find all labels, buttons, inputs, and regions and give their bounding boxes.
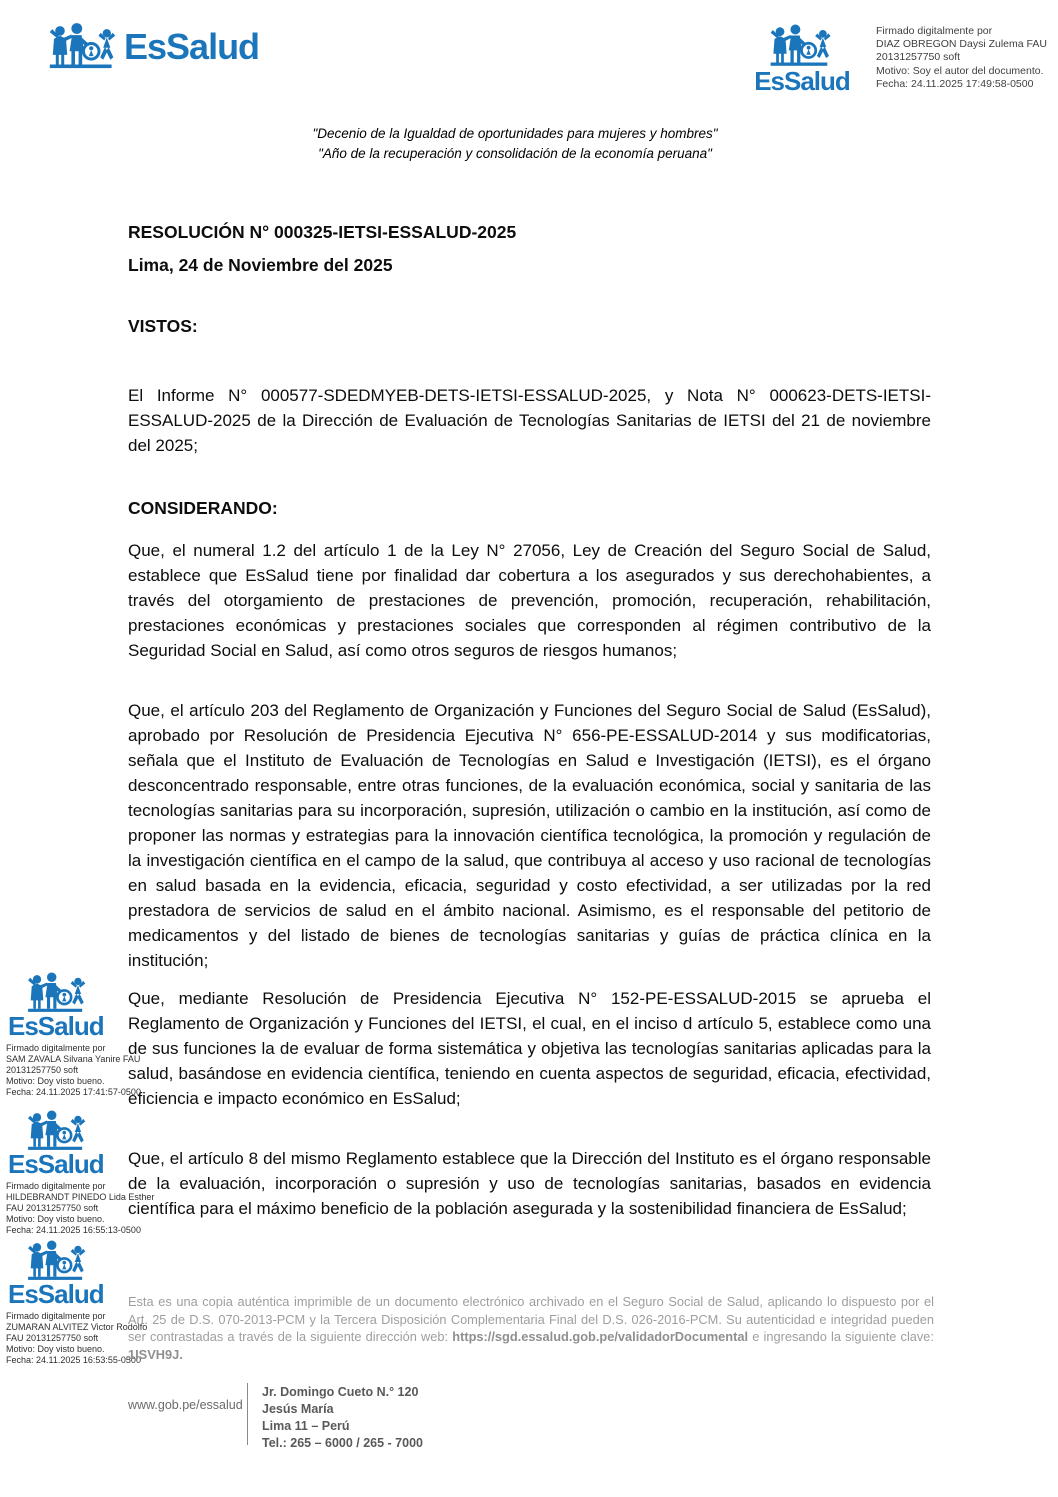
- signature-line: Motivo: Doy visto bueno.: [6, 1214, 105, 1224]
- essalud-family-icon: [26, 972, 90, 1014]
- quote-line-1: "Decenio de la Igualdad de oportunidades para mujeres y hombres": [312, 126, 718, 141]
- signature-line: ZUMARAN ALVITEZ Victor Rodolfo: [6, 1322, 148, 1332]
- footer-divider: [247, 1383, 248, 1445]
- signature-line: DIAZ OBREGON Daysi Zulema FAU: [876, 38, 1047, 51]
- digital-signature-author: [876, 25, 1056, 91]
- signature-line: SAM ZAVALA Silvana Yanire FAU: [6, 1054, 141, 1064]
- considerando-paragraph-4: Que, el artículo 8 del mismo Reglamento establece que la Dirección del Instituto es el órgano responsable de la evaluación, incorporación o supresión y uso de tecnologías sanitarias, basados en evidencia científica para el máximo beneficio de la población asegurada y la sostenibilidad financiera de EsSalud;: [128, 1149, 931, 1218]
- authenticity-text: Esta es una copia auténtica imprimible de un documento electrónico archivado en el Seguro Social de Salud, aplicando lo dispuesto por el Art. 25 de D.S. 070-2013-PCM y la Tercera Disposición Complementaria Final del D.S. 026-2016-PCM. Su autenticidad e integridad pueden ser contrastadas a través de la siguiente dirección web:: [128, 1294, 934, 1345]
- address-line-2: Jesús María: [262, 1402, 334, 1416]
- signature-line: Firmado digitalmente por: [876, 25, 993, 37]
- essalud-family-icon: [26, 1110, 90, 1152]
- signature-line: Firmado digitalmente por: [6, 1043, 106, 1053]
- authenticity-text: e ingresando la siguiente clave:: [748, 1329, 934, 1345]
- signature-line: Firmado digitalmente por: [6, 1181, 106, 1191]
- digital-signature-stamp-1: [6, 972, 156, 1098]
- essalud-logo-stamp-author: [748, 24, 856, 97]
- validation-key: 1ISVH9J.: [128, 1346, 183, 1362]
- footer-website: www.gob.pe/essalud: [128, 1398, 243, 1412]
- address-line-4: Tel.: 265 – 6000 / 265 - 7000: [262, 1436, 423, 1450]
- considerando-paragraph-3: Que, mediante Resolución de Presidencia Ejecutiva N° 152-PE-ESSALUD-2015 se aprueba el Reglamento de Organización y Funciones del IETSI, el cual, en el inciso d artículo 5, establece como una de sus funciones la de evaluar de forma sistemática y objetiva las tecnologías sanitarias aplicadas para la salud, basándose en evidencia científica, teniendo en cuenta aspectos de seguridad, eficacia, efectividad, eficiencia e impacto económico en EsSalud;: [128, 989, 931, 1108]
- essalud-wordmark: EsSalud: [8, 1279, 104, 1309]
- essalud-family-icon: [769, 24, 835, 68]
- quote-line-2: "Año de la recuperación y consolidación de la economía peruana": [318, 145, 712, 161]
- signature-line: Motivo: Doy visto bueno.: [6, 1076, 105, 1086]
- place-date-line: Lima, 24 de Noviembre del 2025: [128, 255, 393, 275]
- signature-line: Fecha: 24.11.2025 16:53:55-0500: [6, 1355, 141, 1365]
- stamp-signature-text: [6, 1043, 156, 1098]
- signature-line: 20131257750 soft: [876, 51, 961, 64]
- signature-line: Motivo: Soy el autor del documento.: [876, 64, 1044, 77]
- considerando-heading: CONSIDERANDO:: [128, 498, 278, 518]
- signature-line: Fecha: 24.11.2025 16:55:13-0500: [6, 1225, 141, 1235]
- vistos-paragraph: El Informe N° 000577-SDEDMYEB-DETS-IETSI-ESSALUD-2025, y Nota N° 000623-DETS-IETSI-ESSALUD-2025 de la Dirección de Evaluación de Tecnologías Sanitarias de IETSI del 21 de noviembre del 2025;: [128, 386, 931, 455]
- vistos-heading: VISTOS:: [128, 316, 198, 336]
- essalud-logo: [48, 20, 259, 73]
- signature-line: Fecha: 24.11.2025 17:49:58-0500: [876, 77, 1034, 90]
- address-line-1: Jr. Domingo Cueto N.° 120: [262, 1385, 419, 1399]
- signature-line: HILDEBRANDT PINEDO Lida Esther: [6, 1192, 155, 1202]
- essalud-wordmark: EsSalud: [754, 66, 850, 96]
- signature-line: FAU 20131257750 soft: [6, 1333, 99, 1343]
- footer-address: [262, 1384, 423, 1452]
- essalud-family-icon: [48, 20, 120, 73]
- essalud-wordmark: EsSalud: [8, 1149, 104, 1179]
- signature-line: Motivo: Doy visto bueno.: [6, 1344, 105, 1354]
- essalud-wordmark: EsSalud: [124, 25, 260, 67]
- signature-line: Fecha: 24.11.2025 17:41:57-0500: [6, 1087, 141, 1097]
- authenticity-note: [128, 1293, 934, 1363]
- essalud-wordmark: EsSalud: [8, 1011, 104, 1041]
- signature-line: 20131257750 soft: [6, 1065, 79, 1075]
- essalud-family-icon: [26, 1240, 90, 1282]
- considerando-paragraph-2: Que, el artículo 203 del Reglamento de Organización y Funciones del Seguro Social de Salud (EsSalud), aprobado por Resolución de Presidencia Ejecutiva N° 656-PE-ESSALUD-2014 y sus modificatorias, señala que el Instituto de Evaluación de Tecnologías en Salud e Investigación (IETSI), es el órgano desconcentrado responsable, entre otras funciones, de la evaluación económica, social y sanitaria de las tecnologías sanitarias para su incorporación, supresión, utilización o cambio en la institución, así como de proponer las normas y estrategias para la innovación científica tecnológica, la promoción y regulación de la investigación científica en el campo de la salud, que contribuya al acceso y uso racional de tecnologías en salud basada en la evidencia, eficacia, seguridad y costo efectividad, a ser utilizadas por la red prestadora de servicios de salud en el ámbito nacional. Asimismo, es el responsable del petitorio de medicamentos y del listado de bienes de tecnologías sanitarias y guías de práctica clínica en la institución;: [128, 701, 931, 970]
- signature-line: FAU 20131257750 soft: [6, 1203, 99, 1213]
- validator-url: https://sgd.essalud.gob.pe/validadorDocumental: [452, 1329, 749, 1345]
- considerando-paragraph-1: Que, el numeral 1.2 del artículo 1 de la Ley N° 27056, Ley de Creación del Seguro Social de Salud, establece que EsSalud tiene por finalidad dar cobertura a los asegurados y sus derechohabientes, a través del otorgamiento de prestaciones de prevención, promoción, recuperación, rehabilitación, prestaciones económicas y prestaciones sociales que corresponden al régimen contributivo de la Seguridad Social en Salud, así como otros seguros de riesgos humanos;: [128, 541, 931, 660]
- address-line-3: Lima 11 – Perú: [262, 1419, 350, 1433]
- stamp-signature-text: [6, 1181, 156, 1236]
- resolution-title: RESOLUCIÓN N° 000325-IETSI-ESSALUD-2025: [128, 222, 517, 242]
- official-year-quotes: [0, 124, 1030, 163]
- signature-line: Firmado digitalmente por: [6, 1311, 106, 1321]
- digital-signature-stamp-2: [6, 1110, 156, 1236]
